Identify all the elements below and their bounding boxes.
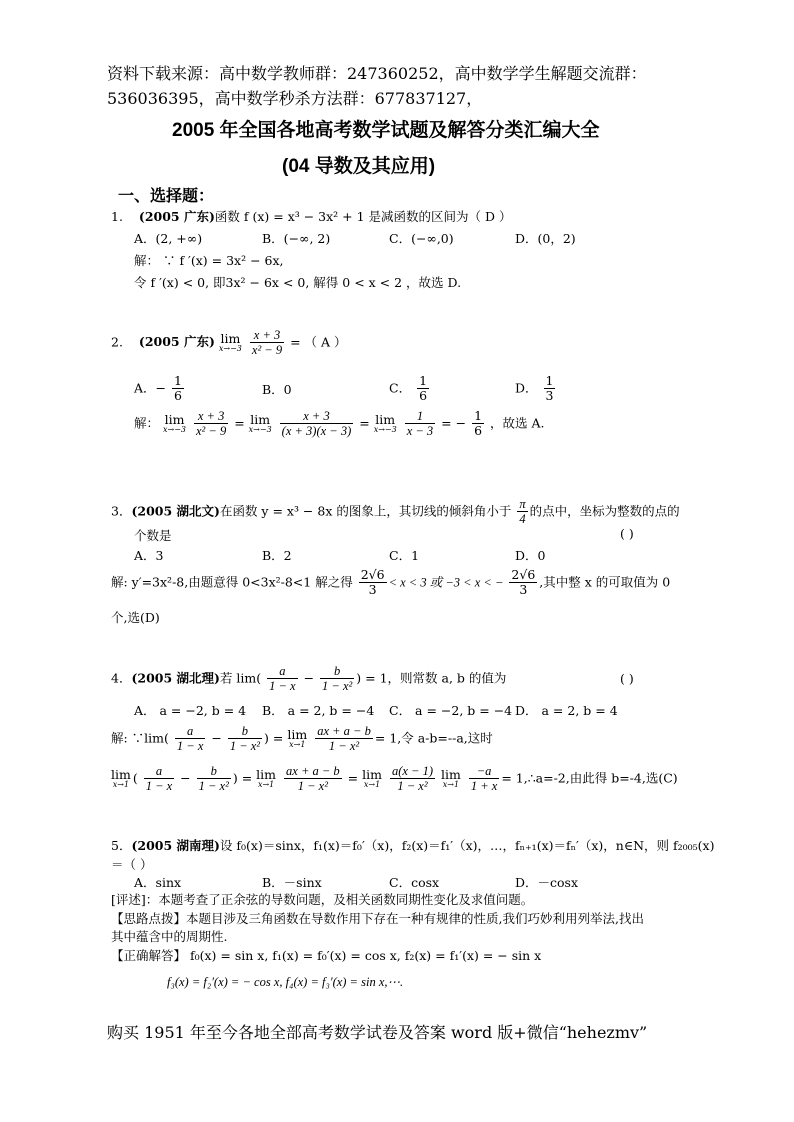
q3-option-b: B．2 (262, 548, 292, 563)
q3-number: 3． (111, 503, 132, 519)
q4-source: (2005 湖北理) (131, 670, 220, 686)
question-1 (111, 207, 512, 225)
q4-solution-line-2: lim x→1 ( $\frac{a}{1 - x}$ − $\frac{b}{\text{1 − x²}}$ ) = lim x→1 $\frac{ax + a - b}{\text{1 − x²}}$ = lim x→1 $\frac{a(x - 1)}{\text{1 − x²}}$ lim x→1 $\frac{-a}{1 + x}$ = 1,∴a=-2,由此得 b=-4,选(C) (111, 764, 678, 794)
q2-solution: 解： lim x→−3 $\frac{x + 3}{\text{x² − 9}}$ = lim x→−3 $\frac{x + 3}{(x + 3)(x - 3)}$ = lim x→−3 $\frac{1}{x - 3}$ = − $\frac{1}{6}$ ，故选 A. (134, 408, 545, 439)
q1-option-c: C．(−∞,0) (389, 231, 454, 246)
q1-text: 函数 f (x) = x³ − 3x² + 1 是减函数的区间为（ D ） (214, 209, 512, 224)
q3-text-continued: 个数是 (134, 528, 172, 543)
q3-option-c: C．1 (389, 548, 420, 563)
q4-option-b: B． a = 2, b = −4 (262, 703, 375, 718)
q2-answer: = （ A ） (290, 334, 347, 350)
q4-option-d: D． a = 2, b = 4 (515, 703, 618, 718)
q3-source: (2005 湖北文) (131, 503, 220, 519)
q4-answer-paren: ( ) (620, 671, 634, 686)
q3-answer-paren: ( ) (620, 526, 634, 541)
page-subtitle: (04 导数及其应用) (282, 156, 436, 177)
q5-hint-line-1: 【思路点拨】本题目涉及三角函数在导数作用下存在一种有规律的性质,我们巧妙利用列举法,找出 (111, 911, 644, 926)
q5-answer-line-1: 【正确解答】 f₀(x) = sin x, f₁(x) = f₀′(x) = cos x, f₂(x) = f₁′(x) = − sin x (111, 948, 542, 963)
q2-option-b: B．0 (262, 382, 292, 397)
q1-option-b: B．(−∞, 2) (262, 231, 331, 246)
question-5: 5．(2005 湖南理)设 f₀(x)＝sinx，f₁(x)＝f₀′（x)，f₂(x)＝f₁′（x)，…，fₙ₊₁(x)＝fₙ′（x)，n∈N，则 f₂₀₀₅(x) (111, 838, 715, 853)
q1-solution-line-2: 令 f ′(x) < 0, 即3x² − 6x < 0, 解得 0 < x < 2 ，故选 D. (134, 275, 462, 290)
question-4: 4．(2005 湖北理)若 lim( $\frac{a}{1 - x}$ − $\frac{b}{\text{1 − x²}}$ ) = 1，则常数 a, b 的值为 (111, 664, 507, 694)
q4-option-a: A． a = −2, b = 4 (134, 703, 247, 718)
q5-option-d: D．－cosx (515, 875, 579, 890)
q1-option-a: A．(2, +∞) (134, 231, 203, 246)
q2-source: (2005 广东) (138, 334, 215, 350)
q5-option-b: B．－sinx (262, 875, 322, 890)
q2-number: 2. (111, 334, 123, 350)
footer-text: 购买 1951 年至今各地全部高考数学试卷及答案 word 版+微信“hehezmv” (107, 1023, 648, 1042)
q3-solution-continued: 个,选(D) (111, 610, 160, 625)
q5-hint-line-2: 其中蕴含中的周期性. (111, 929, 228, 944)
header-line-2: 536036395，高中数学秒杀方法群：677837127， (107, 89, 483, 108)
q1-source: (2005 广东) (138, 209, 215, 224)
section-heading: 一、选择题： (118, 188, 215, 205)
q2-option-a: A．− $\frac{1}{6}$ (134, 373, 182, 404)
q1-number: 1. (111, 209, 123, 224)
q3-option-d: D．0 (515, 548, 546, 563)
q5-answer-line-2: f₃(x) = f₂′(x) = − cos x, f₄(x) = f₃′(x) = sin x,⋯. (167, 975, 404, 989)
q2-fraction: $\frac{x + 3}{\text{x² − 9}}$ (251, 328, 283, 358)
q5-text-continued: ＝（ ） (111, 857, 153, 872)
question-3: 3．(2005 湖北文)在函数 y = x³ − 8x 的图象上，其切线的倾斜角小于 $\frac{\pi}{4}$ 的点中，坐标为整数的点的 (111, 497, 680, 527)
q5-source: (2005 湖南理) (131, 838, 220, 853)
question-2 (111, 328, 347, 358)
q3-solution: 解: y′=3x²-8,由题意得 0<3x²-8<1 解之得 $\frac{2√6}{3}$ < x < 3 或 −3 < x < − $\frac{2√6}{3}$ ,其中整 x 的可取值为 0 (111, 567, 671, 598)
q2-option-c: C． $\frac{1}{6}$ (389, 373, 428, 404)
q4-solution-line-1: 解: ∵lim( $\frac{a}{1 - x}$ − $\frac{b}{\text{1 − x²}}$ ) = lim x→1 $\frac{ax + a - b}{\text{1 − x²}}$ = 1,令 a-b=--a,这时 (111, 724, 493, 754)
q2-option-d: D． $\frac{1}{3}$ (515, 373, 554, 404)
header-line-1: 资料下载来源：高中数学教师群：247360252，高中数学学生解题交流群： (107, 64, 647, 83)
q1-option-d: D．(0，2) (515, 231, 576, 246)
q3-option-a: A．3 (134, 548, 164, 563)
q4-number: 4． (111, 670, 132, 686)
q2-limit: lim x→−3 (218, 330, 242, 354)
page-title: 2005 年全国各地高考数学试题及解答分类汇编大全 (172, 120, 600, 141)
q1-solution-line-1: 解： ∵ f ′(x) = 3x² − 6x, (134, 253, 284, 268)
q5-option-a: A．sinx (134, 875, 182, 890)
q5-option-c: C．cosx (389, 875, 440, 890)
q5-review: [评述]：本题考查了正余弦的导数问题，及相关函数同期性变化及求值问题。 (111, 892, 534, 907)
q5-number: 5． (111, 838, 132, 853)
q4-option-c: C． a = −2, b = −4 (389, 703, 513, 718)
